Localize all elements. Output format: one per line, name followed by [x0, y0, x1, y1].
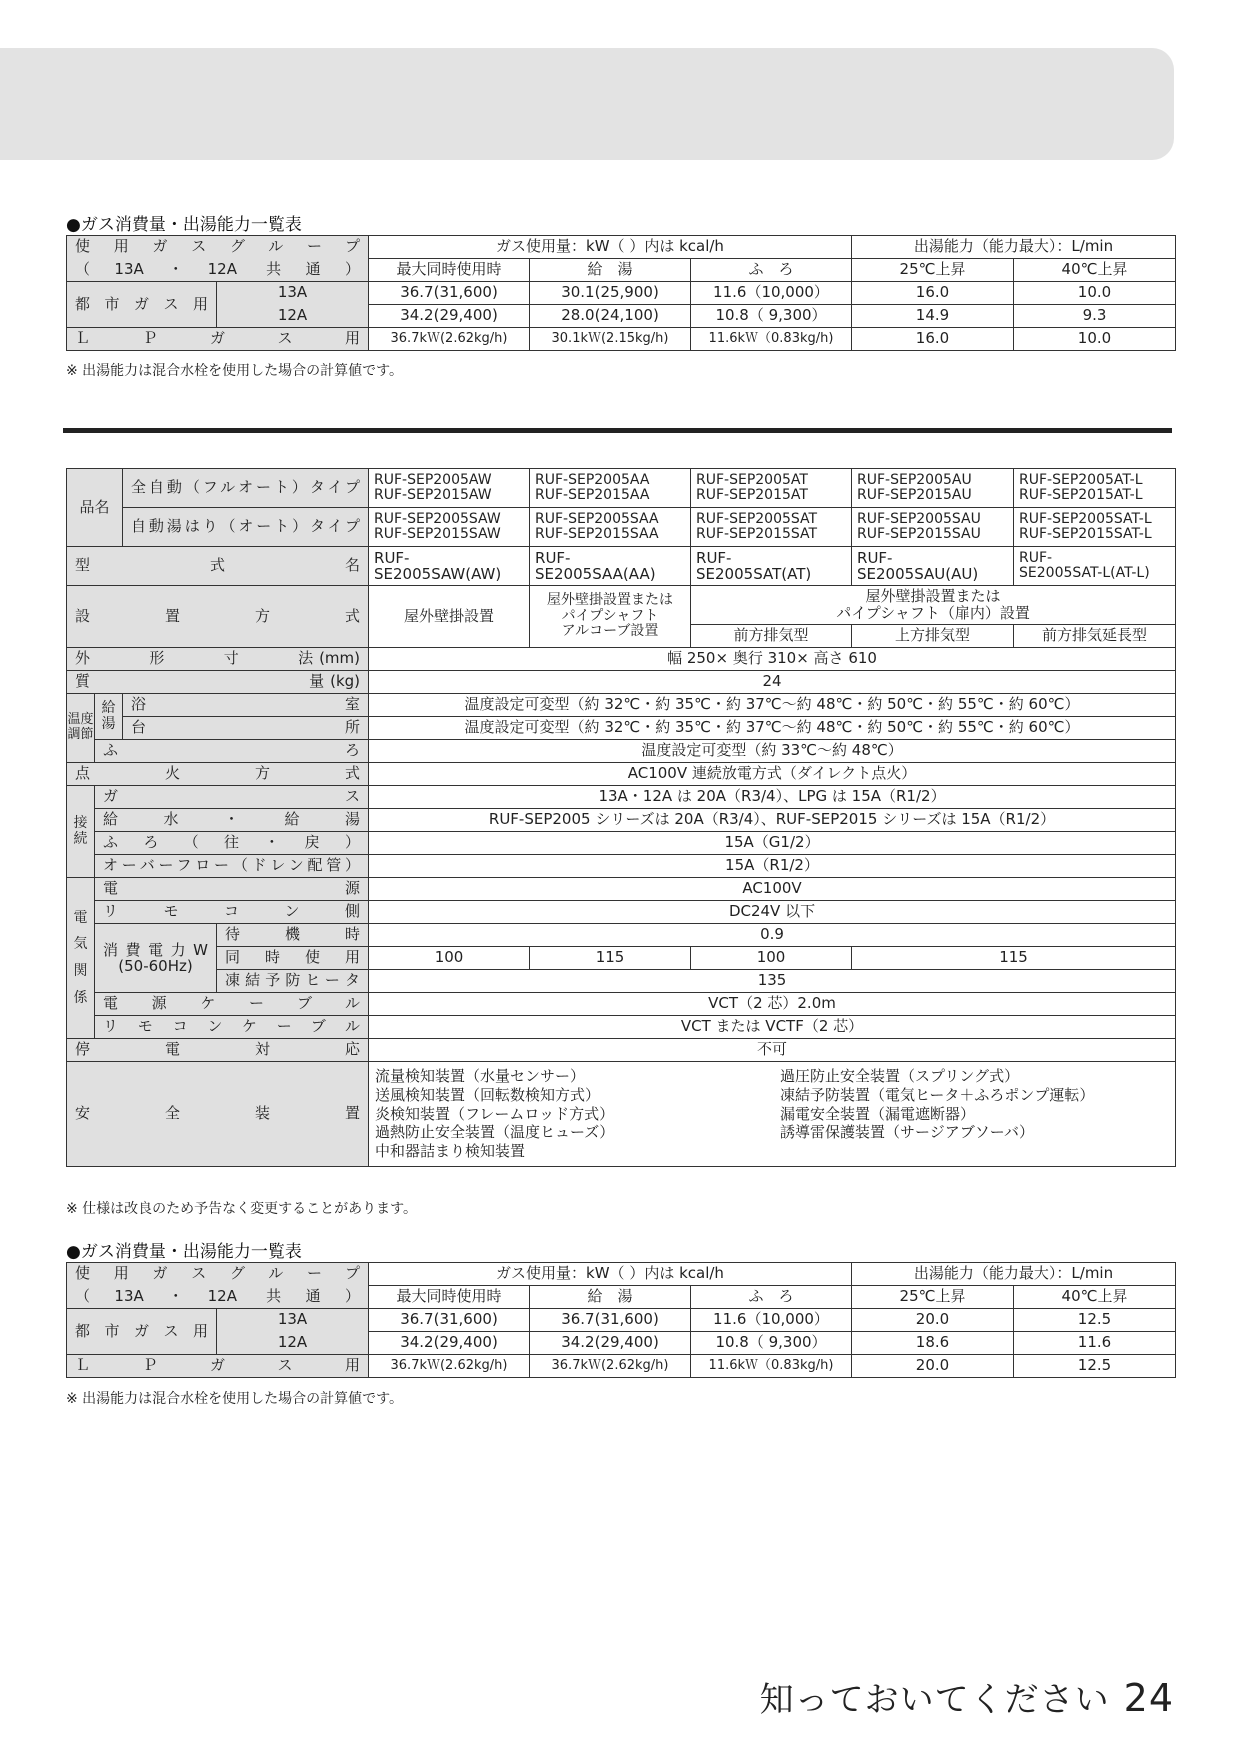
freeze-label: 凍結予防ヒータ: [217, 970, 369, 993]
model-cell: [852, 547, 1014, 586]
install-pipe-shaft: [691, 586, 1176, 625]
mass-value: 24: [369, 671, 1176, 694]
lp-gas-label: ＬＰガス用: [67, 1355, 369, 1378]
freeze-value: 135: [369, 970, 1176, 993]
model-cell: [852, 508, 1014, 547]
table-cell: 16.0: [852, 282, 1014, 305]
consumption-text: (50-60Hz): [118, 957, 193, 975]
conn-water-label: 給水・給湯: [95, 809, 369, 832]
install-text: パイプシャフト（扉内）設置: [836, 604, 1030, 622]
dim-label: 外形寸法: [75, 649, 314, 668]
table-cell: 11.6: [1014, 1332, 1176, 1355]
table-cell: 10.0: [1014, 328, 1176, 351]
sub-header: 40℃上昇: [1014, 1286, 1176, 1309]
full-auto-label: 全自動（フルオート）タイプ: [123, 469, 369, 508]
simultaneous-label: 同時使用: [217, 947, 369, 970]
model-text: RUF-SEP2015AT: [696, 487, 808, 503]
gas-type-label: 13A: [217, 1309, 369, 1332]
sub-header: 最大同時使用時: [369, 259, 530, 282]
model-text: RUF-: [374, 548, 410, 567]
conn-group-label: 接続: [67, 786, 95, 878]
model-label: 型式名: [67, 547, 369, 586]
safety-item: 過圧防止安全装置（スプリング式）: [780, 1067, 1020, 1086]
model-text: SE2005SAW(AW): [374, 565, 502, 583]
sub-header: 給 湯: [530, 259, 691, 282]
standby-label: 待機時: [217, 924, 369, 947]
exhaust-type: 上方排気型: [852, 625, 1014, 648]
model-cell: [1014, 508, 1176, 547]
install-alcove: [530, 586, 691, 648]
conn-overflow-value: 15A（R1/2）: [369, 855, 1176, 878]
model-text: RUF-SEP2005AT-L: [1019, 471, 1143, 488]
mass-label-cell: [67, 671, 369, 694]
table-cell: 36.7kＷ(2.62kg/h): [530, 1355, 691, 1378]
city-gas-label: 都市ガス用: [67, 1309, 217, 1355]
model-text: RUF-SEP2005SAW: [374, 510, 501, 527]
exhaust-type: 前方排気延長型: [1014, 625, 1176, 648]
model-text: RUF-: [857, 548, 893, 567]
safety-item: 流量検知装置（水量センサー）: [375, 1067, 586, 1086]
table-cell: 20.0: [852, 1355, 1014, 1378]
table-cell: 10.0: [1014, 282, 1176, 305]
temp-kitchen-value: 温度設定可変型（約 32℃・約 35℃・約 37℃～約 48℃・約 50℃・約 55℃・約 60℃）: [369, 717, 1176, 740]
table-cell: 36.7(31,600): [369, 1309, 530, 1332]
install-text: 屋外壁掛設置または: [865, 586, 1001, 605]
model-cell: [1014, 547, 1176, 586]
spec-table: [66, 468, 1176, 1167]
output-header: 出湯能力（能力最大）：L/min: [852, 1263, 1176, 1286]
table-cell: 100: [691, 947, 852, 970]
model-text: RUF-SEP2015SAT-L: [1019, 526, 1152, 542]
table-cell: 34.2(29,400): [369, 1332, 530, 1355]
gas-table-1-title: ●ガス消費量・出湯能力一覧表: [66, 215, 302, 235]
gas-group-common: （13A・12A 共通）: [67, 1286, 369, 1309]
power-cable-label: 電源ケーブル: [95, 993, 369, 1016]
auto-label: 自動湯はり（オート）タイプ: [123, 508, 369, 547]
conn-overflow-label: オーバーフロー（ドレン配管）: [95, 855, 369, 878]
model-text: RUF-: [696, 548, 732, 567]
temp-furo-value: 温度設定可変型（約 33℃～約 48℃）: [369, 740, 1176, 763]
install-text: 屋外壁掛設置または: [547, 591, 674, 608]
output-header: 出湯能力（能力最大）：L/min: [852, 236, 1176, 259]
model-text: RUF-SEP2005SAA: [535, 510, 659, 527]
table-cell: 10.8（ 9,300）: [691, 305, 852, 328]
model-cell: [691, 469, 852, 508]
table-cell: 28.0(24,100): [530, 305, 691, 328]
sub-header: ふ ろ: [691, 259, 852, 282]
remote-cable-value: VCT または VCTF（2 芯）: [369, 1016, 1176, 1039]
table-cell: 100: [369, 947, 530, 970]
table-cell: 36.7kＷ(2.62kg/h): [369, 328, 530, 351]
table-cell: 115: [530, 947, 691, 970]
gas-table-1-note: ※ 出湯能力は混合水栓を使用した場合の計算値です。: [66, 363, 404, 379]
ignition-label: 点火方式: [67, 763, 369, 786]
standby-value: 0.9: [369, 924, 1176, 947]
elec-group-label: 電気関係: [67, 878, 95, 1039]
install-text: パイプシャフト: [561, 607, 659, 624]
sub-header: 給 湯: [530, 1286, 691, 1309]
table-cell: 115: [852, 947, 1176, 970]
page-footer: [760, 1672, 1174, 1721]
model-text: RUF-SEP2015SAT: [696, 526, 818, 542]
model-text: RUF-: [535, 548, 571, 567]
sub-header: 25℃上昇: [852, 1286, 1014, 1309]
product-name-label: 品名: [67, 469, 123, 547]
sub-header: ふ ろ: [691, 1286, 852, 1309]
model-text: RUF-SEP2005SAT-L: [1019, 510, 1152, 527]
gas-usage-header: ガス使用量：kW（ ）内は kcal/h: [369, 236, 852, 259]
gas-type-label: 13A: [217, 282, 369, 305]
ignition-value: AC100V 連続放電方式（ダイレクト点火）: [369, 763, 1176, 786]
table-cell: 12.5: [1014, 1309, 1176, 1332]
mass-label: 質量: [75, 672, 325, 691]
power-label: 電源: [95, 878, 369, 901]
table-cell: 10.8（ 9,300）: [691, 1332, 852, 1355]
gas-type-label: 12A: [217, 305, 369, 328]
model-text: RUF-SEP2005AU: [857, 471, 972, 488]
model-cell: [852, 469, 1014, 508]
model-cell: [369, 547, 530, 586]
temp-furo-label: ふろ: [95, 740, 369, 763]
table-cell: 34.2(29,400): [530, 1332, 691, 1355]
table-cell: 11.6（10,000）: [691, 282, 852, 305]
model-text: RUF-SEP2015AW: [374, 487, 492, 503]
table-cell: 12.5: [1014, 1355, 1176, 1378]
sub-header: 25℃上昇: [852, 259, 1014, 282]
outage-label: 停電対応: [67, 1039, 369, 1062]
table-cell: 14.9: [852, 305, 1014, 328]
model-cell: [369, 508, 530, 547]
exhaust-type: 前方排気型: [691, 625, 852, 648]
page-number: 24: [1123, 1676, 1174, 1720]
conn-water-value: RUF-SEP2005 シリーズは 20A（R3/4）、RUF-SEP2015 シリーズは 15A（R1/2）: [369, 809, 1176, 832]
model-cell: [369, 469, 530, 508]
temp-group-label: 温度調節: [67, 694, 95, 763]
remote-side-label: リモコン側: [95, 901, 369, 924]
safety-label: 安全装置: [67, 1062, 369, 1167]
table-cell: 20.0: [852, 1309, 1014, 1332]
spec-note: ※ 仕様は改良のため予告なく変更することがあります。: [66, 1201, 418, 1217]
safety-item: 誘導雷保護装置（サージアブソーバ）: [780, 1123, 1034, 1142]
model-cell: [691, 547, 852, 586]
model-text: RUF-SEP2005SAU: [857, 510, 981, 527]
install-text: アルコーブ設置: [561, 623, 659, 640]
model-text: SE2005SAU(AU): [857, 565, 979, 583]
header-band: [0, 48, 1174, 160]
gas-table-2: [66, 1262, 1176, 1378]
table-cell: 36.7(31,600): [530, 1309, 691, 1332]
dim-unit: (mm): [319, 649, 361, 668]
safety-cell: [369, 1062, 1176, 1167]
power-value: AC100V: [369, 878, 1176, 901]
safety-item: 中和器詰まり検知装置: [375, 1142, 526, 1161]
model-cell: [530, 508, 691, 547]
model-text: SE2005SAA(AA): [535, 565, 656, 583]
model-text: RUF-SEP2005SAT: [696, 510, 818, 527]
conn-gas-value: 13A・12A は 20A（R3/4）、LPG は 15A（R1/2）: [369, 786, 1176, 809]
model-cell: [530, 547, 691, 586]
model-text: RUF-SEP2015AT-L: [1019, 487, 1143, 503]
sub-header: 40℃上昇: [1014, 259, 1176, 282]
model-text: RUF-SEP2005AT: [696, 471, 808, 488]
table-cell: 9.3: [1014, 305, 1176, 328]
table-cell: 36.7kＷ(2.62kg/h): [369, 1355, 530, 1378]
temp-kitchen-label: 台所: [123, 717, 369, 740]
conn-furo-label: ふろ（往・戻）: [95, 832, 369, 855]
model-cell: [530, 469, 691, 508]
section-divider: [63, 428, 1172, 433]
model-cell: [1014, 469, 1176, 508]
gas-type-label: 12A: [217, 1332, 369, 1355]
gas-table-2-note: ※ 出湯能力は混合水栓を使用した場合の計算値です。: [66, 1391, 404, 1407]
table-cell: 11.6kＷ（0.83kg/h): [691, 1355, 852, 1378]
model-text: SE2005SAT(AT): [696, 565, 812, 583]
gas-group-label: 使用ガスグループ: [67, 1263, 369, 1286]
sub-header: 最大同時使用時: [369, 1286, 530, 1309]
dim-label-cell: [67, 648, 369, 671]
safety-item: 過熱防止安全装置（温度ヒューズ）: [375, 1123, 615, 1142]
install-label: 設置方式: [67, 586, 369, 648]
remote-cable-label: リモコンケーブル: [95, 1016, 369, 1039]
gas-group-label: 使用ガスグループ: [67, 236, 369, 259]
gas-group-common: （13A・12A 共通）: [67, 259, 369, 282]
model-text: RUF-SEP2005AW: [374, 471, 492, 488]
consumption-label: [95, 924, 217, 993]
safety-item: 漏電安全装置（漏電遮断器）: [780, 1104, 976, 1123]
gas-table-2-title: ●ガス消費量・出湯能力一覧表: [66, 1242, 302, 1262]
lp-gas-label: ＬＰガス用: [67, 328, 369, 351]
mass-unit: (kg): [330, 672, 361, 691]
safety-col-1: [375, 1067, 780, 1161]
safety-item: 送風検知装置（回転数検知方式）: [375, 1085, 601, 1104]
temp-bath-value: 温度設定可変型（約 32℃・約 35℃・約 37℃～約 48℃・約 50℃・約 55℃・約 60℃）: [369, 694, 1176, 717]
model-cell: [691, 508, 852, 547]
table-cell: 18.6: [852, 1332, 1014, 1355]
table-cell: 30.1kＷ(2.15kg/h): [530, 328, 691, 351]
gas-table-1: [66, 235, 1176, 351]
conn-gas-label: ガス: [95, 786, 369, 809]
model-text: RUF-: [1019, 549, 1053, 566]
model-text: RUF-SEP2015SAU: [857, 526, 981, 542]
remote-side-value: DC24V 以下: [369, 901, 1176, 924]
model-text: RUF-SEP2015AA: [535, 487, 650, 503]
model-text: RUF-SEP2005AA: [535, 471, 650, 488]
dim-value: 幅 250× 奥行 310× 高さ 610: [369, 648, 1176, 671]
table-cell: 11.6（10,000）: [691, 1309, 852, 1332]
model-text: RUF-SEP2015SAA: [535, 526, 659, 542]
power-cable-value: VCT（2 芯）2.0m: [369, 993, 1176, 1016]
footer-title: 知っておいてください: [759, 1680, 1110, 1720]
model-text: RUF-SEP2015SAW: [374, 526, 501, 542]
table-cell: 16.0: [852, 328, 1014, 351]
table-cell: 36.7(31,600): [369, 282, 530, 305]
model-text: RUF-SEP2015AU: [857, 487, 972, 503]
city-gas-label: 都市ガス用: [67, 282, 217, 328]
outage-value: 不可: [369, 1039, 1176, 1062]
conn-furo-value: 15A（G1/2）: [369, 832, 1176, 855]
safety-item: 凍結予防装置（電気ヒータ＋ふろポンプ運転）: [780, 1085, 1095, 1104]
gas-usage-header: ガス使用量：kW（ ）内は kcal/h: [369, 1263, 852, 1286]
safety-col-2: [780, 1067, 1094, 1161]
model-text: SE2005SAT-L(AT-L): [1019, 565, 1150, 581]
table-cell: 34.2(29,400): [369, 305, 530, 328]
table-cell: 11.6kＷ（0.83kg/h): [691, 328, 852, 351]
safety-item: 炎検知装置（フレームロッド方式）: [375, 1104, 615, 1123]
temp-supply-label: 給湯: [95, 694, 123, 740]
table-cell: 30.1(25,900): [530, 282, 691, 305]
install-outdoor: 屋外壁掛設置: [369, 586, 530, 648]
temp-bath-label: 浴室: [123, 694, 369, 717]
consumption-text: 消費電力W: [103, 940, 209, 959]
